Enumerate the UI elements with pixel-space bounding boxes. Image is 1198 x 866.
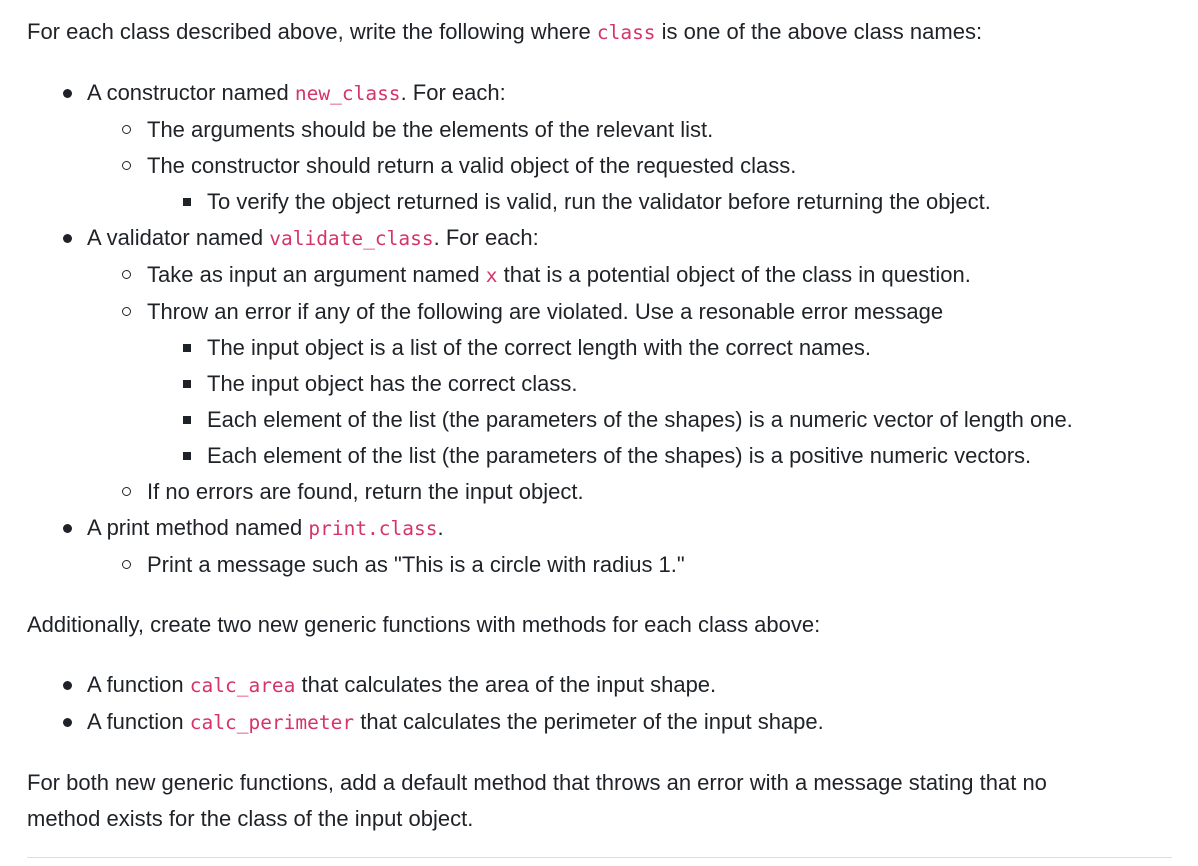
bullet-square-icon [183,416,191,424]
validator-sublist [27,257,1198,510]
bullet-disc-icon [63,718,72,727]
constructor-subsublist [27,184,1198,220]
validator-checks-list [27,330,1198,474]
bullet-circle-icon [122,125,131,134]
bullet-circle-icon [122,307,131,316]
list-item: The arguments should be the elements of the relevant list. [27,112,1198,148]
bullet-square-icon [183,380,191,388]
list-item: To verify the object returned is valid, run the validator before returning the object. [27,184,1198,220]
list-item: The constructor should return a valid object of the requested class. To verify the object returned is valid, run the validator before returning the object. [27,148,1198,220]
list-item: Print a message such as "This is a circle with radius 1." [27,547,1198,583]
bullet-disc-icon [63,524,72,533]
bullet-disc-icon [63,234,72,243]
bullet-circle-icon [122,487,131,496]
inline-code-x: x [485,264,498,287]
print-sublist [27,547,1198,583]
horizontal-divider [27,857,1172,858]
inline-code-validate-class: validate_class [269,227,434,250]
generics-list [27,667,1198,741]
inline-code-new-class: new_class [294,82,401,105]
intro-paragraph: For each class described above, write the following where class is one of the above class names: [27,19,983,44]
bullet-disc-icon [63,681,72,690]
inline-code-class: class [596,21,656,44]
additionally-paragraph: Additionally, create two new generic functions with methods for each class above: [27,612,821,637]
bullet-circle-icon [122,270,131,279]
list-item: If no errors are found, return the input object. [27,474,1198,510]
inline-code-calc-perimeter: calc_perimeter [189,711,355,734]
list-item-calc-perimeter: A function calc_perimeter that calculates the perimeter of the input shape. [27,704,1198,741]
bullet-square-icon [183,344,191,352]
list-item: The input object has the correct class. [27,366,1198,402]
list-item-calc-area: A function calc_area that calculates the area of the input shape. [27,667,1198,704]
bullet-circle-icon [122,161,131,170]
closing-paragraph: For both new generic functions, add a default method that throws an error with a message stating that no method exists for the class of the input object. [27,770,1047,831]
inline-code-print-class: print.class [308,517,438,540]
requirements-list [27,75,1198,583]
list-item: Take as input an argument named x that is a potential object of the class in question. [27,257,1198,294]
inline-code-calc-area: calc_area [189,674,296,697]
constructor-sublist [27,112,1198,220]
list-item: The input object is a list of the correct length with the correct names. [27,330,1198,366]
bullet-square-icon [183,452,191,460]
bullet-disc-icon [63,89,72,98]
list-item: Throw an error if any of the following are violated. Use a resonable error message The input object is a list of the correct length with the correct names. The input object has the correct class. Each element of the list (the parameters of the shapes) is a numeric vector of length one. Each element of the list (the parameters of the shapes) is a positive numeric vectors. [27,294,1198,474]
list-item: Each element of the list (the parameters of the shapes) is a positive numeric vectors. [27,438,1198,474]
list-item-constructor: A constructor named new_class. For each: The arguments should be the elements of the relevant list. The constructor should return a valid object of the requested class. To verify the object returned is valid, run the validator before returning the object. [27,75,1198,220]
bullet-square-icon [183,198,191,206]
list-item-print: A print method named print.class. Print a message such as "This is a circle with radius 1." [27,510,1198,583]
list-item-validator: A validator named validate_class. For each: Take as input an argument named x that is a potential object of the class in question. Throw an error if any of the following are violated. Use a resonable error message The input object is a list of the correct length with the correct names. The input object has the correct class. Each element of the list (the parameters of the shapes) is a numeric vector of length one. Each element of the list (the parameters of the shapes) is a positive numeric vectors. If no errors are found, return the input object. [27,220,1198,510]
list-item: Each element of the list (the parameters of the shapes) is a numeric vector of length one. [27,402,1198,438]
bullet-circle-icon [122,560,131,569]
